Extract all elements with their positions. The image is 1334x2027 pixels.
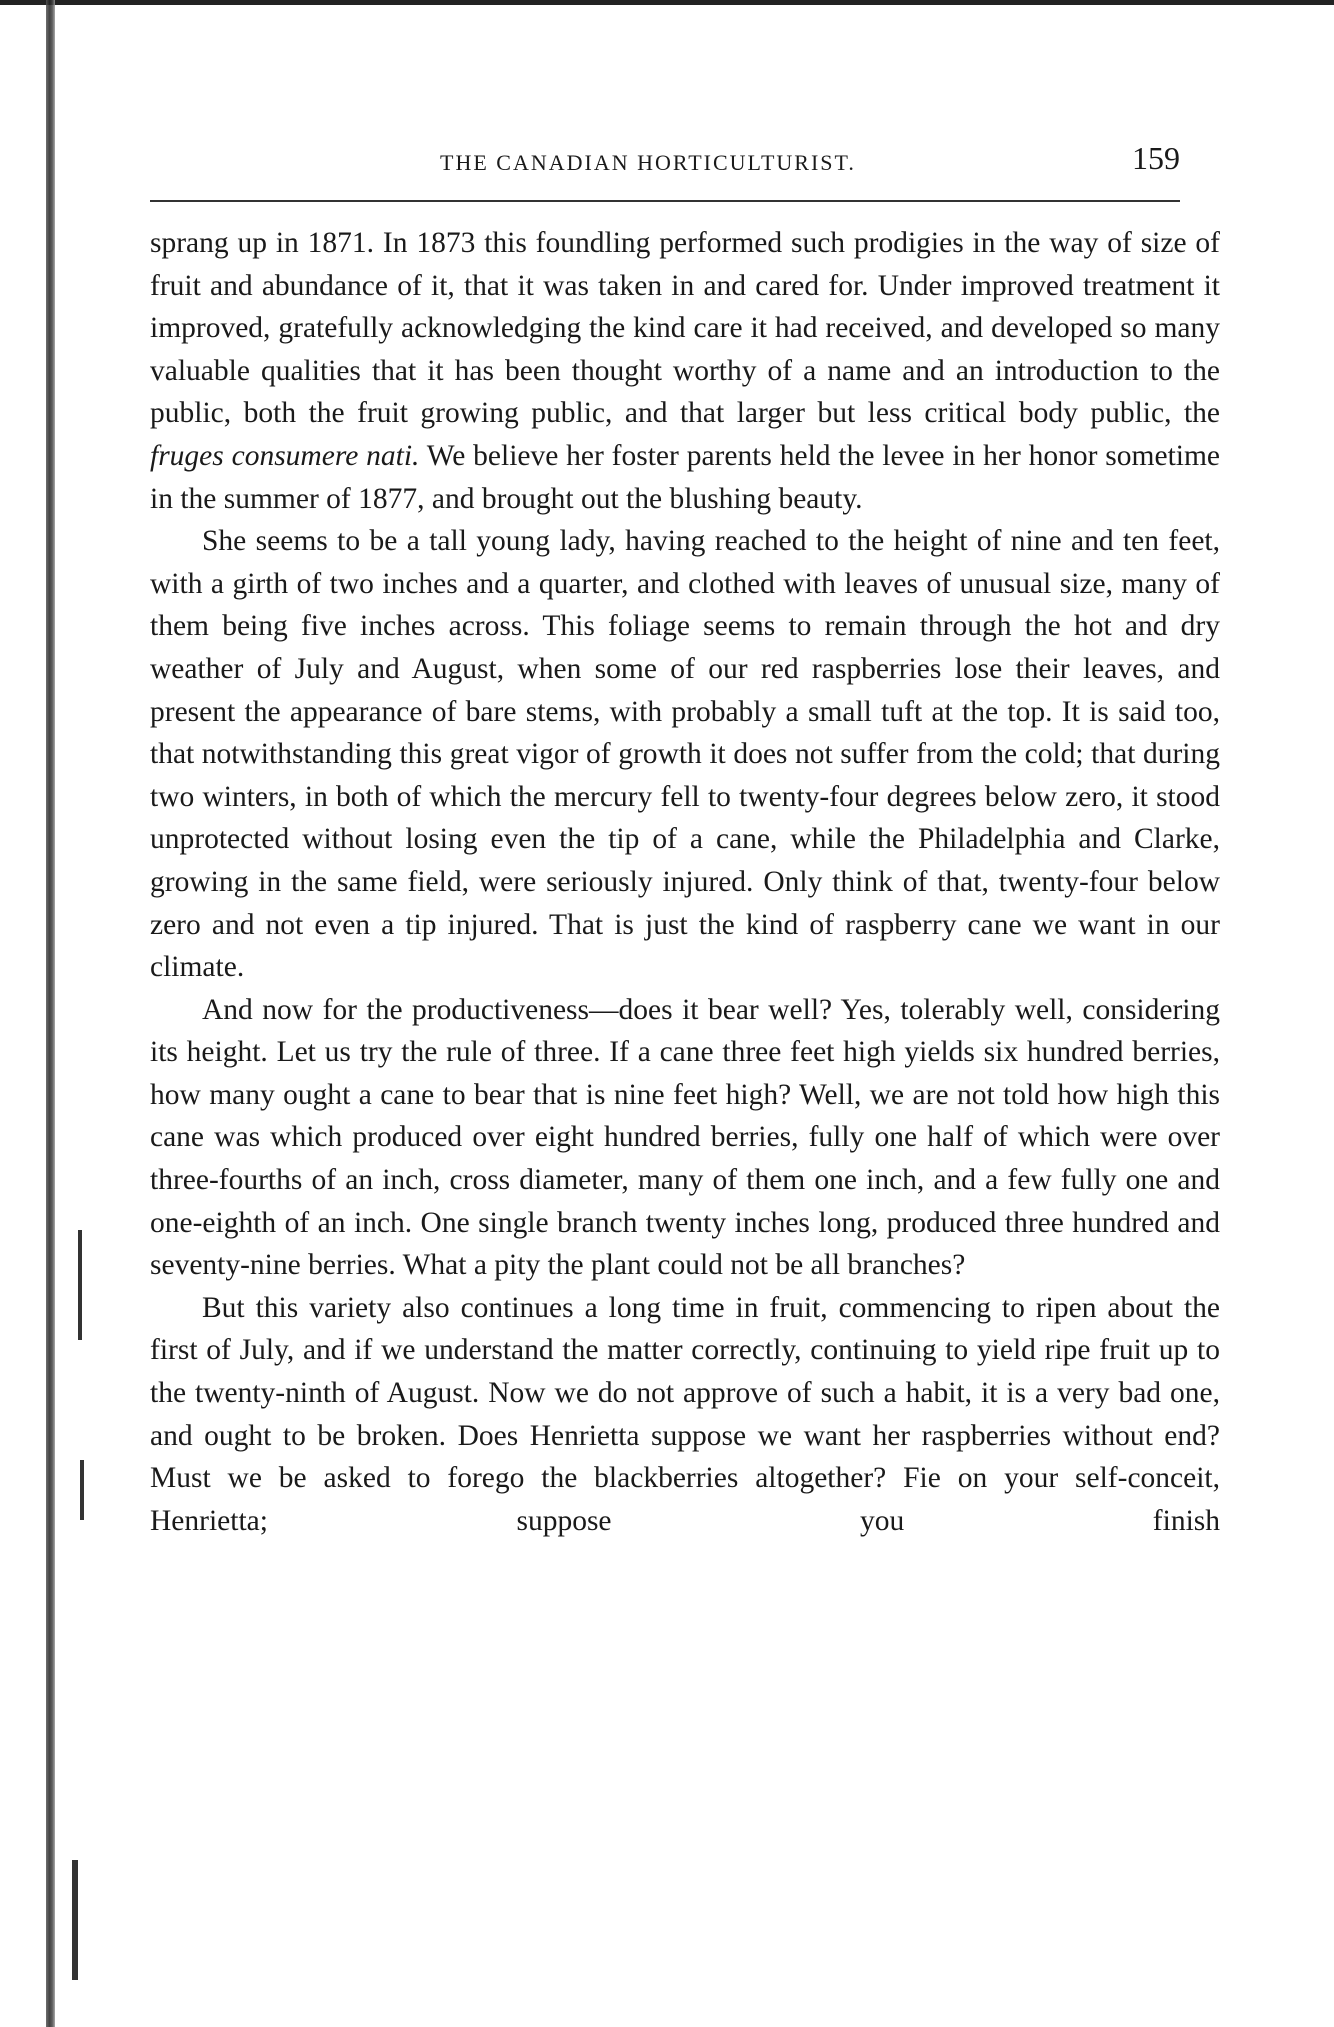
- scan-mark: [72, 1860, 78, 1980]
- scan-top-edge: [0, 0, 1334, 5]
- scan-binding-edge: [46, 0, 55, 2027]
- running-head-title: THE CANADIAN HORTICULTURIST.: [440, 150, 856, 175]
- paragraph-4: But this variety also continues a long time in fruit, commencing to ripen about the first of July, and if we understand the matter correctly, continuing to yield ripe fruit up to the twenty-ninth of August. Now we do not approve of such a habit, it is a very bad one, and ought to be broken. Does Henrietta suppose we want her raspberries without end? Must we be asked to forego the blackberries altogether? Fie on your self-conceit, Henrietta; suppose you finish: [150, 1291, 1220, 1537]
- paragraph-1: [150, 222, 1220, 520]
- scan-mark: [78, 1230, 82, 1340]
- paragraph-1-text: sprang up in 1871. In 1873 this foundling performed such prodigies in the way of size of fruit and abundance of it, that it was taken in and cared for. Under improved treatment it improved, gratefully acknowledging the kind care it had received, and developed so many valuable qualities that it has been thought worthy of a name and an introduction to the public, both the fruit growing public, and that larger but less critical body public, the: [150, 227, 1220, 430]
- paragraph-3: And now for the productiveness—does it bear well? Yes, tolerably well, considering its height. Let us try the rule of three. If a cane three feet high yields six hundred berries, how many ought a cane to bear that is nine feet high? Well, we are not told how high this cane was which produced over eight hundred berries, fully one half of which were over three-fourths of an inch, cross diameter, many of them one inch, and a few fully one and one-eighth of an inch. One single branch twenty inches long, produced three hundred and seventy-nine berries. What a pity the plant could not be all branches?: [150, 993, 1220, 1282]
- book-page: [150, 130, 1221, 1537]
- page-number: 159: [1132, 140, 1180, 176]
- paragraph-1-text-end: We believe her foster parents held the levee in her honor sometime in the summer of 1877, and brought out the blushing beauty.: [150, 439, 1221, 515]
- header-rule: [150, 200, 1180, 202]
- body-text: [150, 222, 1220, 1542]
- paragraph-2: She seems to be a tall young lady, having reached to the height of nine and ten feet, with a girth of two inches and a quarter, and clothed with leaves of unusual size, many of them being five inches across. This foliage seems to remain through the hot and dry weather of July and August, when some of our red raspberries lose their leaves, and present the appearance of bare stems, with probably a small tuft at the top. It is said too, that notwithstanding this great vigor of growth it does not suffer from the cold; that during two winters, in both of which the mercury fell to twenty-four degrees below zero, it stood unprotected without losing even the tip of a cane, while the Philadelphia and Clarke, growing in the same field, were seriously injured. Only think of that, twenty-four below zero and not even a tip injured. That is just the kind of raspberry cane we want in our climate.: [150, 525, 1220, 984]
- latin-phrase: fruges consumere nati.: [150, 439, 420, 472]
- scan-mark: [80, 1460, 84, 1520]
- running-head: [150, 130, 1220, 190]
